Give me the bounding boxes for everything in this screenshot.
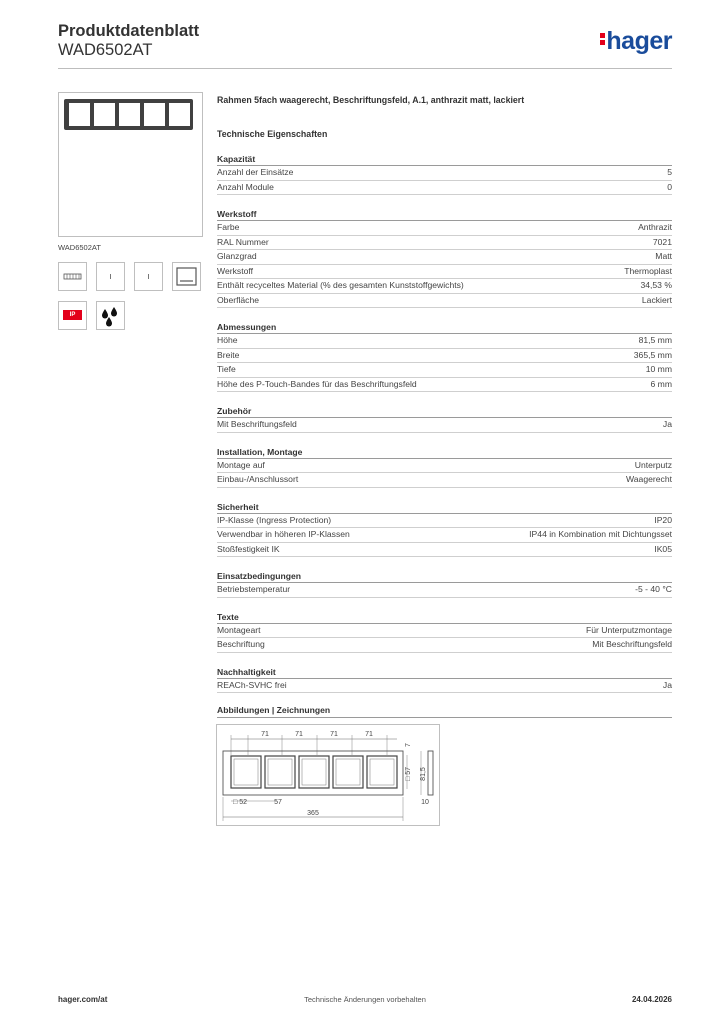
property-name: Tiefe (217, 364, 236, 374)
property-name: Werkstoff (217, 265, 253, 276)
property-name: IP-Klasse (Ingress Protection) (217, 514, 332, 525)
property-name: Mit Beschriftungsfeld (217, 419, 297, 429)
section-title: Werkstoff (217, 209, 672, 221)
section-title: Texte (217, 612, 672, 624)
pitch-label: 71 (295, 731, 303, 738)
property-section (217, 447, 672, 488)
property-value: Anthrazit (638, 222, 672, 232)
property-value: 7021 (652, 236, 672, 247)
property-row (217, 334, 672, 349)
property-row (217, 279, 672, 294)
property-name: Stoßfestigkeit IK (217, 543, 280, 554)
property-name: Oberfläche (217, 294, 260, 305)
property-value: 0 (667, 181, 672, 192)
property-row (217, 349, 672, 364)
section-title: Einsatzbedingungen (217, 571, 672, 583)
property-value: IP44 in Kombination mit Dichtungsset (529, 529, 672, 539)
property-row (217, 294, 672, 309)
property-name: Anzahl der Einsätze (217, 167, 294, 177)
article-number: WAD6502AT (58, 41, 153, 59)
page-footer (58, 995, 672, 1009)
property-name: Einbau-/Anschlussort (217, 474, 299, 484)
header-divider (58, 68, 672, 69)
property-value: IK05 (654, 543, 672, 554)
inner-height-label: □ 57 (405, 767, 412, 781)
water-drops-icon (96, 301, 125, 330)
property-value: Matt (655, 251, 672, 261)
properties-sections (217, 154, 672, 693)
property-row (217, 418, 672, 433)
property-row (217, 528, 672, 543)
section-title: Kapazität (217, 154, 672, 166)
drawings-divider (217, 717, 672, 718)
depth-label: 10 (421, 799, 429, 806)
symbol-icon-row (58, 262, 208, 292)
document-title: Produktdatenblatt (58, 22, 200, 40)
footer-website: hager.com/at (58, 995, 108, 1004)
property-value: Ja (662, 679, 672, 690)
property-name: RAL Nummer (217, 236, 269, 247)
property-section (217, 667, 672, 694)
property-name: Breite (217, 349, 240, 360)
product-description: Rahmen 5fach waagerecht, Beschriftungsfeld, A.1, anthrazit matt, lackiert (217, 95, 525, 105)
property-value: 5 (667, 167, 672, 177)
footer-date: 24.04.2026 (631, 995, 672, 1004)
property-value: 365,5 mm (633, 349, 672, 360)
property-value: Waagerecht (625, 474, 672, 484)
image-caption: WAD6502AT (58, 243, 101, 252)
drawings-heading: Abbildungen | Zeichnungen (217, 705, 331, 715)
label-field-icon (172, 262, 201, 291)
property-section (217, 154, 672, 195)
property-section (217, 571, 672, 598)
property-section (217, 209, 672, 308)
property-value: 10 mm (645, 364, 672, 374)
dimension-drawing (216, 724, 440, 826)
property-section (217, 612, 672, 653)
property-name: Montageart (217, 624, 261, 635)
section-title: Abmessungen (217, 322, 672, 334)
hager-logo (600, 27, 672, 56)
logo-text: hager (606, 27, 672, 55)
left-column (58, 92, 203, 318)
property-row (217, 265, 672, 280)
page-header (58, 22, 672, 70)
property-row (217, 583, 672, 598)
property-name: REACh-SVHC frei (217, 679, 287, 690)
height-label: 81,5 (420, 767, 427, 781)
property-value: IP20 (654, 514, 672, 525)
section-title: Nachhaltigkeit (217, 667, 672, 679)
ip-rating-icon (58, 301, 87, 330)
property-value: Unterputz (634, 459, 672, 470)
section-title: Zubehör (217, 406, 672, 418)
property-row (217, 459, 672, 474)
property-row (217, 638, 672, 653)
property-row (217, 221, 672, 236)
protection-icon-row (58, 301, 208, 331)
property-name: Glanzgrad (217, 251, 257, 261)
property-row (217, 624, 672, 639)
property-row (217, 514, 672, 529)
property-name: Höhe des P-Touch-Bandes für das Beschriftungsfeld (217, 378, 417, 389)
property-name: Verwendbar in höheren IP-Klassen (217, 529, 350, 539)
opening-label: 57 (274, 799, 282, 806)
property-row (217, 473, 672, 488)
property-row (217, 250, 672, 265)
property-row (217, 363, 672, 378)
technical-properties-heading: Technische Eigenschaften (217, 129, 328, 139)
property-name: Enthält recyceltes Material (% des gesamten Kunststoffgewichts) (217, 280, 464, 290)
property-row (217, 378, 672, 393)
property-name: Betriebstemperatur (217, 584, 291, 594)
property-value: Thermoplast (624, 265, 672, 276)
property-value: 81,5 mm (638, 335, 672, 345)
property-value: Für Unterputzmontage (586, 624, 672, 635)
property-section (217, 502, 672, 558)
logo-dots-icon (600, 31, 605, 47)
single-switch-icon (134, 262, 163, 291)
property-value: Lackiert (641, 294, 672, 305)
property-row (217, 166, 672, 181)
frame-5-gang-illustration (64, 99, 193, 130)
section-title: Installation, Montage (217, 447, 672, 459)
main-content (217, 95, 672, 693)
inset-label: □ 52 (233, 799, 247, 806)
width-label: 365 (307, 810, 319, 817)
module-strip-icon (58, 262, 87, 291)
pitch-label: 71 (261, 731, 269, 738)
property-value: Mit Beschriftungsfeld (592, 639, 672, 649)
property-row (217, 679, 672, 694)
property-row (217, 181, 672, 196)
property-row (217, 543, 672, 558)
section-title: Sicherheit (217, 502, 672, 514)
ip-badge-label: IP (63, 310, 82, 320)
property-section (217, 322, 672, 392)
pitch-label: 71 (365, 731, 373, 738)
property-section (217, 406, 672, 433)
property-name: Montage auf (217, 459, 265, 470)
single-switch-icon (96, 262, 125, 291)
property-name: Farbe (217, 222, 240, 232)
property-name: Beschriftung (217, 639, 265, 649)
footer-notice: Technische Änderungen vorbehalten (304, 995, 426, 1004)
property-value: 34,53 % (640, 280, 672, 290)
property-value: -5 - 40 °C (635, 584, 672, 594)
product-image (58, 92, 203, 237)
property-value: Ja (662, 419, 672, 429)
property-value: 6 mm (650, 378, 672, 389)
property-name: Anzahl Module (217, 181, 274, 192)
top-margin-label: 7 (405, 743, 412, 747)
property-row (217, 236, 672, 251)
property-name: Höhe (217, 335, 238, 345)
pitch-label: 71 (330, 731, 338, 738)
